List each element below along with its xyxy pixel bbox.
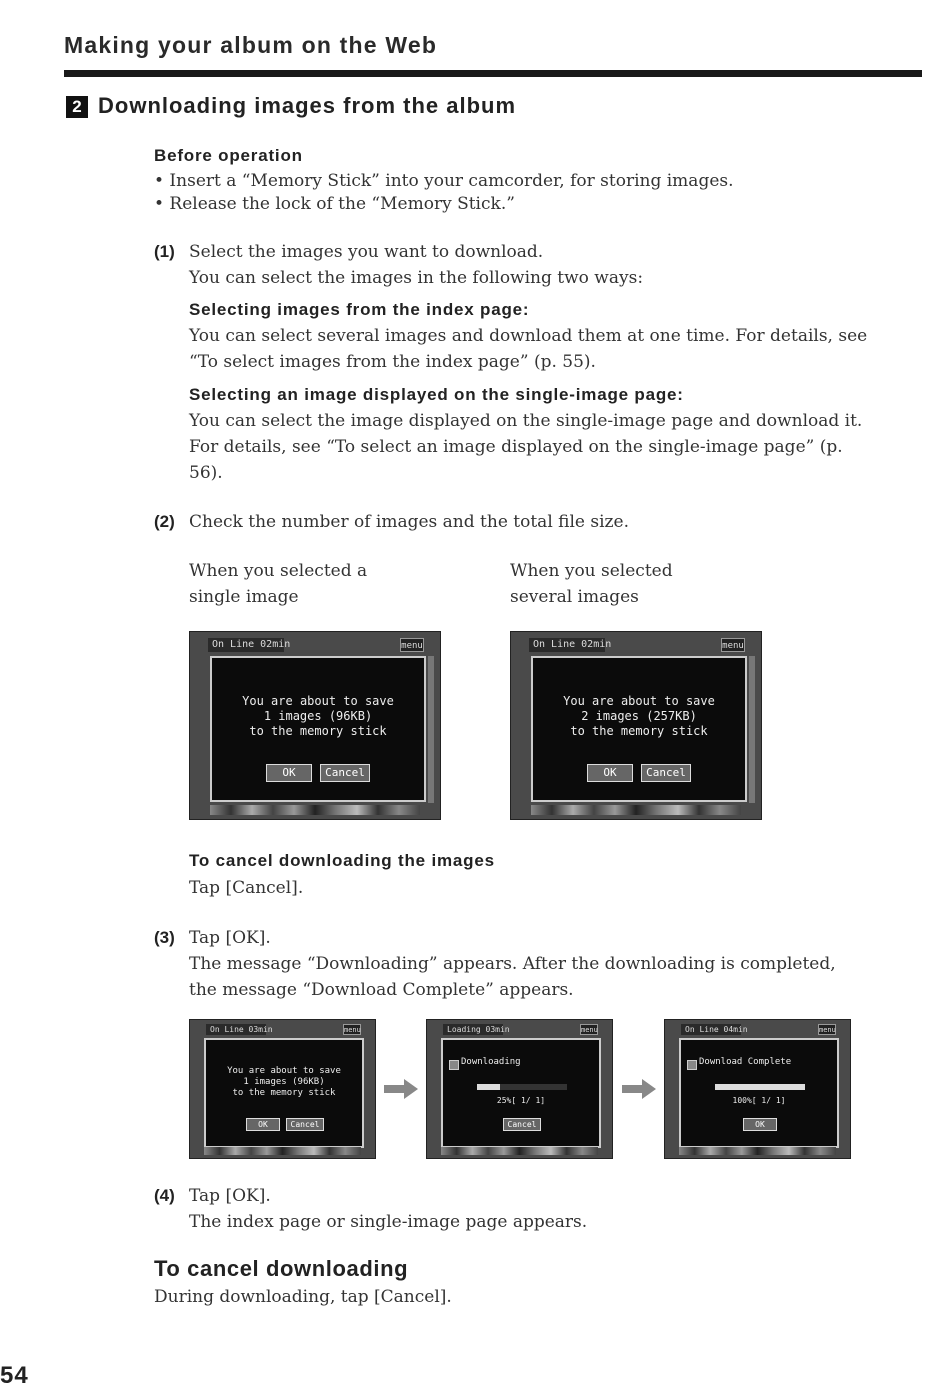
page-number: 54 [0, 1362, 29, 1389]
step-1-number: (1) [154, 242, 175, 261]
screenshot-downloading [426, 1019, 613, 1159]
cancel-button[interactable]: Cancel [503, 1118, 541, 1131]
progress-bar [715, 1084, 805, 1090]
thumbnail-strip [210, 805, 420, 815]
screen-tab-label: On Line 04min [681, 1024, 741, 1035]
text-line: You can select several images and download them at one time. For details, see [189, 326, 868, 346]
save-dialog [531, 656, 747, 802]
step-3-line: the message “Download Complete” appears. [189, 980, 574, 1000]
save-dialog [204, 1038, 364, 1148]
caption-several-images [510, 558, 673, 610]
arrow-right-icon [622, 1077, 658, 1101]
caption-line: single image [189, 587, 299, 607]
step-3-line: Tap [OK]. [189, 928, 271, 948]
menu-button[interactable]: menu [581, 1026, 598, 1034]
step-3-line: The message “Downloading” appears. After the downloading is completed, [189, 954, 836, 974]
cancel-button[interactable]: Cancel [286, 1118, 324, 1131]
download-complete-title: Download Complete [699, 1057, 792, 1067]
caption-line: several images [510, 587, 639, 607]
index-page-heading: Selecting images from the index page: [189, 300, 530, 319]
arrow-right-icon [384, 1077, 420, 1101]
text-line: For details, see “To select an image displayed on the single-image page” (p. [189, 437, 843, 457]
text-line: 56). [189, 463, 223, 483]
ok-button[interactable]: OK [246, 1118, 280, 1131]
list-item: • Release the lock of the “Memory Stick.” [154, 194, 515, 214]
screen-tab-label: On Line 02min [208, 638, 284, 652]
caption-single-image [189, 558, 367, 610]
save-message: You are about to save 2 images (257KB) to the memory stick [563, 694, 715, 738]
step-4-line: The index page or single-image page appears. [189, 1212, 588, 1232]
text-line: You can select the image displayed on the single-image page and download it. [189, 411, 863, 431]
menu-button[interactable]: menu [344, 1026, 361, 1034]
step-3-text [189, 925, 836, 1003]
progress-status: 25%[ 1/ 1] [496, 1096, 546, 1105]
screenshot-single-image [189, 631, 441, 820]
single-image-text [189, 408, 862, 486]
thumbnail-strip [679, 1147, 836, 1155]
menu-button[interactable]: menu [819, 1026, 836, 1034]
cancel-images-heading: To cancel downloading the images [189, 851, 495, 870]
cancel-downloading-heading: To cancel downloading [154, 1256, 409, 1281]
caption-line: When you selected a [189, 561, 368, 581]
section-title: Downloading images from the album [98, 93, 517, 118]
save-dialog [210, 656, 426, 802]
menu-button[interactable]: menu [400, 638, 424, 652]
progress-fill [715, 1084, 805, 1090]
cancel-button[interactable]: Cancel [320, 764, 370, 782]
thumbnail-strip [441, 1147, 598, 1155]
step-4-line: Tap [OK]. [189, 1186, 271, 1206]
thumbnail-strip [204, 1147, 361, 1155]
step-4-text [189, 1183, 587, 1235]
cancel-downloading-text: During downloading, tap [Cancel]. [154, 1287, 452, 1307]
ok-button[interactable]: OK [743, 1118, 777, 1131]
download-icon [449, 1060, 459, 1070]
ok-button[interactable]: OK [266, 764, 312, 782]
section-number-badge: 2 [66, 96, 88, 118]
before-operation-heading: Before operation [154, 146, 303, 165]
menu-button[interactable]: menu [721, 638, 745, 652]
page-header-title: Making your album on the Web [64, 32, 438, 58]
progress-status: 100%[ 1/ 1] [732, 1096, 786, 1105]
download-icon [687, 1060, 697, 1070]
screen-tab-label: Loading 03min [443, 1024, 503, 1035]
index-page-text [189, 323, 867, 375]
step-1-text [189, 239, 643, 291]
save-message: You are about to save 1 images (96KB) to the memory stick [227, 1066, 341, 1098]
scrollbar[interactable] [749, 656, 755, 803]
step-1-line: Select the images you want to download. [189, 242, 544, 262]
screen-tab-label: On Line 03min [206, 1024, 266, 1035]
screenshot-several-images [510, 631, 762, 820]
screenshot-download-complete [664, 1019, 851, 1159]
downloading-dialog [441, 1038, 601, 1148]
before-operation-list [154, 170, 734, 216]
progress-bar [477, 1084, 567, 1090]
save-message: You are about to save 1 images (96KB) to the memory stick [242, 694, 394, 738]
step-2-text: Check the number of images and the total file size. [189, 512, 629, 532]
screen-tab-label: On Line 02min [529, 638, 605, 652]
header-rule [64, 70, 922, 77]
step-2-number: (2) [154, 512, 175, 531]
list-item: • Insert a “Memory Stick” into your camcorder, for storing images. [154, 171, 734, 191]
step-4-number: (4) [154, 1186, 175, 1205]
ok-button[interactable]: OK [587, 764, 633, 782]
single-image-heading: Selecting an image displayed on the single-image page: [189, 385, 684, 404]
thumbnail-strip [531, 805, 741, 815]
caption-line: When you selected [510, 561, 673, 581]
cancel-button[interactable]: Cancel [641, 764, 691, 782]
step-3-number: (3) [154, 928, 175, 947]
screenshot-confirm-save [189, 1019, 376, 1159]
downloading-title: Downloading [461, 1057, 521, 1067]
progress-fill [477, 1084, 500, 1090]
download-complete-dialog [679, 1038, 839, 1148]
step-1-line: You can select the images in the following two ways: [189, 268, 644, 288]
cancel-images-text: Tap [Cancel]. [189, 878, 304, 898]
text-line: “To select images from the index page” (p. 55). [189, 352, 596, 372]
scrollbar[interactable] [428, 656, 434, 803]
